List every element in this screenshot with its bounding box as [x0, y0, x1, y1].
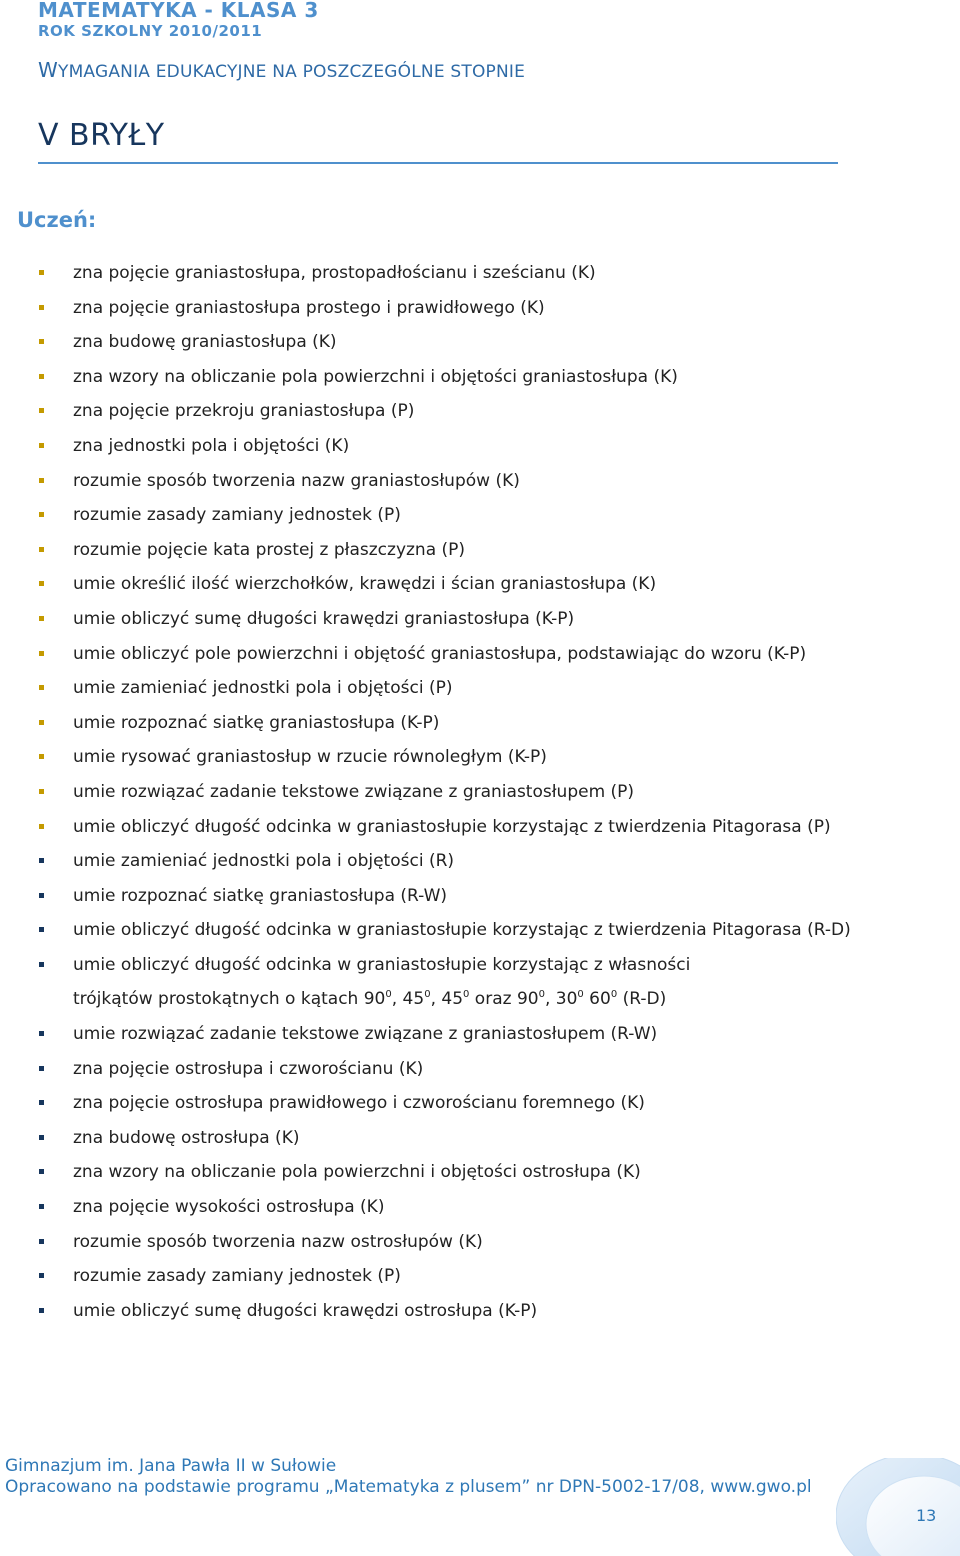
- list-item: [0, 360, 860, 395]
- subtitle-rest: YMAGANIA EDUKACYJNE NA POSZCZEGÓLNE STOPNIE: [57, 62, 526, 82]
- list-item: [0, 291, 860, 326]
- item-text: umie zamieniać jednostki pola i objętości (R): [73, 851, 455, 872]
- bullet-marker: [39, 858, 44, 863]
- item-text: zna pojęcie graniastosłupa prostego i prawidłowego (K): [73, 297, 545, 318]
- list-item: [0, 810, 860, 845]
- list-item: [0, 464, 860, 499]
- bullet-marker: [39, 754, 44, 759]
- bullet-marker: [39, 1066, 44, 1071]
- item-text: zna pojęcie przekroju graniastosłupa (P): [73, 401, 415, 422]
- degree-sup: 0: [538, 988, 545, 1000]
- bullet-marker: [39, 1273, 44, 1278]
- item-text: zna wzory na obliczanie pola powierzchni i objętości graniastosłupa (K): [73, 366, 678, 387]
- footer-school: Gimnazjum im. Jana Pawła II w Sułowie: [5, 1456, 337, 1476]
- requirements-list: [0, 256, 860, 1328]
- list-item: [0, 671, 860, 706]
- bullet-marker: [39, 270, 44, 275]
- item-text: rozumie pojęcie kata prostej z płaszczyzna (P): [73, 539, 466, 560]
- bullet-marker: [39, 1100, 44, 1105]
- bullet-marker: [39, 720, 44, 725]
- bullet-marker: [39, 305, 44, 310]
- item-text: zna budowę ostrosłupa (K): [73, 1127, 300, 1148]
- angles-part: oraz 90: [469, 989, 539, 1010]
- bullet-marker: [39, 962, 44, 967]
- list-item: [0, 879, 860, 914]
- list-item: [0, 533, 860, 568]
- item-text: rozumie sposób tworzenia nazw ostrosłupów (K): [73, 1231, 483, 1252]
- document-subtitle: [38, 58, 525, 82]
- list-item: [0, 844, 860, 879]
- bullet-marker: [39, 374, 44, 379]
- list-item: [0, 1190, 860, 1225]
- list-item: [0, 1294, 860, 1329]
- bullet-marker: [39, 685, 44, 690]
- item-text: zna wzory na obliczanie pola powierzchni i objętości ostrosłupa (K): [73, 1162, 641, 1183]
- list-item: [0, 1259, 860, 1294]
- bullet-marker: [39, 651, 44, 656]
- list-item: [0, 567, 860, 602]
- item-text: zna pojęcie ostrosłupa i czworościanu (K): [73, 1058, 424, 1079]
- degree-sup: 0: [610, 988, 618, 1000]
- bullet-marker: [39, 1031, 44, 1036]
- bullet-marker: [39, 443, 44, 448]
- bullet-marker: [39, 824, 44, 829]
- list-item: [0, 498, 860, 533]
- angles-part: (R-D): [617, 989, 667, 1010]
- item-text-line1: umie obliczyć długość odcinka w graniastosłupie korzystając z własności: [73, 954, 691, 975]
- bullet-marker: [39, 478, 44, 483]
- item-text: umie obliczyć pole powierzchni i objętość graniastosłupa, podstawiając do wzoru (K-P): [73, 643, 807, 664]
- item-text: umie obliczyć długość odcinka w graniastosłupie korzystając z twierdzenia Pitagorasa (P): [73, 816, 831, 837]
- bullet-marker: [39, 339, 44, 344]
- list-item: [0, 1052, 860, 1087]
- page-number: 13: [916, 1506, 937, 1525]
- list-item: [0, 1086, 860, 1121]
- item-text: umie określić ilość wierzchołków, krawędzi i ścian graniastosłupa (K): [73, 574, 657, 595]
- bullet-marker: [39, 616, 44, 621]
- bullet-marker: [39, 789, 44, 794]
- item-text: umie rozwiązać zadanie tekstowe związane z graniastosłupem (R-W): [73, 1024, 658, 1045]
- section-heading: [38, 118, 838, 164]
- bullet-marker: [39, 547, 44, 552]
- bullet-marker: [39, 1135, 44, 1140]
- list-item: [0, 913, 860, 948]
- item-text: rozumie zasady zamiany jednostek (P): [73, 1266, 401, 1287]
- list-item: [0, 325, 860, 360]
- student-label: Uczeń:: [17, 208, 97, 232]
- item-text: umie rozpoznać siatkę graniastosłupa (K-P): [73, 712, 440, 733]
- school-year: ROK SZKOLNY 2010/2011: [38, 22, 263, 40]
- bullet-marker: [39, 581, 44, 586]
- angles-part: , 45: [391, 989, 425, 1010]
- item-text: zna pojęcie ostrosłupa prawidłowego i czworościanu foremnego (K): [73, 1093, 645, 1114]
- item-text: zna jednostki pola i objętości (K): [73, 435, 350, 456]
- list-item: [0, 1017, 860, 1052]
- item-text: umie rozwiązać zadanie tekstowe związane z graniastosłupem (P): [73, 781, 635, 802]
- section-title: V BRYŁY: [38, 118, 165, 153]
- degree-sup: 0: [463, 988, 470, 1000]
- item-text: zna budowę graniastosłupa (K): [73, 332, 337, 353]
- bullet-marker: [39, 1204, 44, 1209]
- list-item: [0, 256, 860, 291]
- list-item: [0, 775, 860, 810]
- bullet-marker: [39, 1239, 44, 1244]
- item-text: umie obliczyć długość odcinka w graniastosłupie korzystając z twierdzenia Pitagorasa (R-D): [73, 920, 851, 941]
- item-text: umie zamieniać jednostki pola i objętości (P): [73, 678, 453, 699]
- item-text: umie obliczyć sumę długości krawędzi ostrosłupa (K-P): [73, 1300, 538, 1321]
- list-item: [0, 637, 860, 672]
- list-item-angles: [0, 948, 860, 1017]
- footer-source: Opracowano na podstawie programu „Matematyka z plusem” nr DPN-5002-17/08, www.gwo.pl: [5, 1477, 812, 1497]
- item-text: zna pojęcie graniastosłupa, prostopadłościanu i sześcianu (K): [73, 263, 596, 283]
- bullet-marker: [39, 408, 44, 413]
- angles-part: , 30: [544, 989, 578, 1010]
- degree-sup: 0: [424, 988, 431, 1000]
- bullet-marker: [39, 893, 44, 898]
- document-title: MATEMATYKA - KLASA 3: [38, 0, 319, 22]
- item-text: rozumie zasady zamiany jednostek (P): [73, 505, 401, 526]
- list-item: [0, 1225, 860, 1260]
- item-text: umie obliczyć sumę długości krawędzi graniastosłupa (K-P): [73, 608, 575, 629]
- bullet-marker: [39, 1169, 44, 1174]
- angles-part: 60: [583, 989, 611, 1010]
- angles-part: , 45: [430, 989, 464, 1010]
- bullet-marker: [39, 927, 44, 932]
- subtitle-initial: W: [38, 58, 58, 82]
- list-item: [0, 602, 860, 637]
- item-text: umie rozpoznać siatkę graniastosłupa (R-W): [73, 885, 448, 906]
- bullet-marker: [39, 512, 44, 517]
- item-text: zna pojęcie wysokości ostrosłupa (K): [73, 1197, 385, 1218]
- item-text: umie rysować graniastosłup w rzucie równoległym (K-P): [73, 747, 547, 768]
- degree-sup: 0: [385, 988, 392, 1000]
- list-item: [0, 1155, 860, 1190]
- list-item: [0, 740, 860, 775]
- list-item: [0, 706, 860, 741]
- bullet-marker: [39, 1308, 44, 1313]
- list-item: [0, 1121, 860, 1156]
- angles-part: trójkątów prostokątnych o kątach 90: [73, 989, 386, 1010]
- degree-sup: 0: [577, 988, 584, 1000]
- item-text: rozumie sposób tworzenia nazw graniastosłupów (K): [73, 470, 520, 491]
- list-item: [0, 429, 860, 464]
- list-item: [0, 394, 860, 429]
